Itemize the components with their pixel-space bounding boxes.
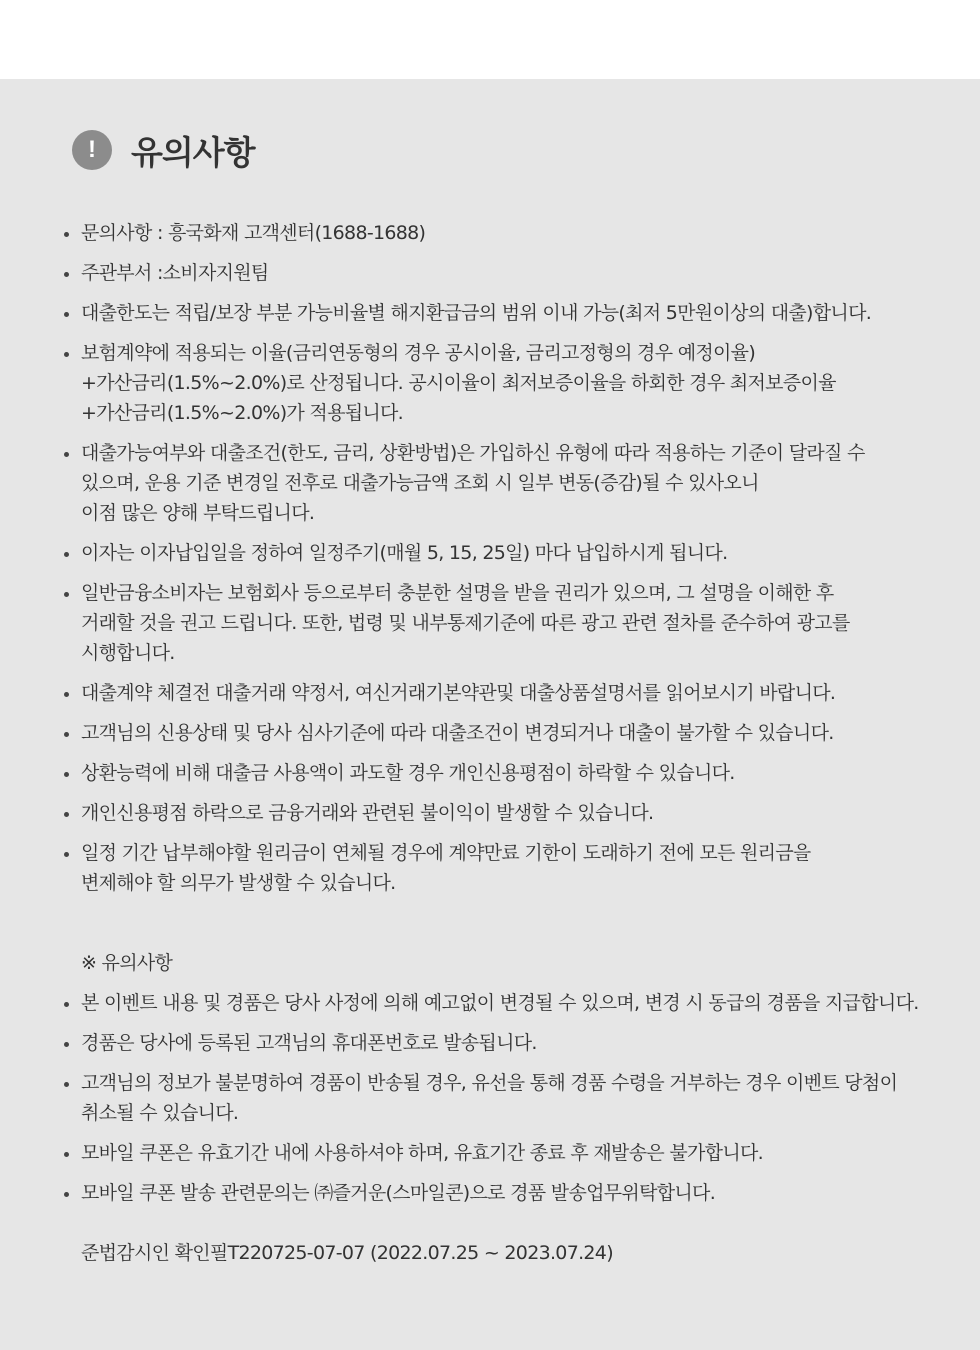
notice-item-credit-drop: 개인신용평점 하락으로 금융거래와 관련된 불이익이 발생할 수 있습니다. [0,798,961,828]
event-item-delivery: 경품은 당사에 등록된 고객님의 휴대폰번호로 발송됩니다. [0,1028,961,1058]
event-notice-title: ※ 유의사항 [81,952,173,974]
notice-item-loan-conditions: 대출가능여부와 대출조건(한도, 금리, 상환방법)은 가입하신 유형에 따라 적용하는 기준이 달라질 수 있으며, 운용 기준 변경일 전후로 대출가능금액 조회 시 일부 변동(증감)될 수 있사오니 이점 많은 양해 부탁드립니다. [0,438,961,528]
notice-title: 유의사항 [131,132,255,172]
notice-item-department: 주관부서 :소비자지원팀 [0,258,961,288]
notice-item-inquiry: 문의사항 : 흥국화재 고객센터(1688-1688) [0,218,961,248]
notice-item-read-documents: 대출계약 체결전 대출거래 약정서, 여신거래기본약관및 대출상품설명서를 읽어보시기 바랍니다. [0,678,961,708]
notice-item-consumer-rights: 일반금융소비자는 보험회사 등으로부터 충분한 설명을 받을 권리가 있으며, 그 설명을 이해한 후 거래할 것을 권고 드립니다. 또한, 법령 및 내부통제기준에 따른 광고 관련 절차를 준수하여 광고를 시행합니다. [0,578,961,668]
notice-item-overdue: 일정 기간 납부해야할 원리금이 연체될 경우에 계약만료 기한이 도래하기 전에 모든 원리금을 변제해야 할 의무가 발생할 수 있습니다. [0,838,961,898]
exclamation-icon: ! [72,130,112,170]
notice-list [0,218,961,908]
event-notice-list [0,988,961,1218]
notice-item-interest-payment: 이자는 이자납입일을 정하여 일정주기(매월 5, 15, 25일) 마다 납입하시게 됩니다. [0,538,961,568]
event-item-change: 본 이벤트 내용 및 경품은 당사 사정에 의해 예고없이 변경될 수 있으며, 변경 시 동급의 경품을 지급합니다. [0,988,961,1018]
event-item-coupon-inquiry: 모바일 쿠폰 발송 관련문의는 ㈜즐거운(스마일콘)으로 경품 발송업무위탁합니다. [0,1178,961,1208]
notice-heading [72,128,255,172]
notice-item-repayment-ability: 상환능력에 비해 대출금 사용액이 과도할 경우 개인신용평점이 하락할 수 있습니다. [0,758,961,788]
compliance-approval-text: 준법감시인 확인필T220725-07-07 (2022.07.25 ~ 2023.07.24) [81,1242,613,1264]
notice-item-credit-status: 고객님의 신용상태 및 당사 심사기준에 따라 대출조건이 변경되거나 대출이 불가할 수 있습니다. [0,718,961,748]
event-item-cancellation: 고객님의 정보가 불분명하여 경품이 반송될 경우, 유선을 통해 경품 수령을 거부하는 경우 이벤트 당첨이 취소될 수 있습니다. [0,1068,961,1128]
notice-item-interest-rate: 보험계약에 적용되는 이율(금리연동형의 경우 공시이율, 금리고정형의 경우 예정이율) +가산금리(1.5%~2.0%)로 산정됩니다. 공시이율이 최저보증이율을 하회한 경우 최저보증이율 +가산금리(1.5%~2.0%)가 적용됩니다. [0,338,961,428]
event-item-coupon-validity: 모바일 쿠폰은 유효기간 내에 사용하셔야 하며, 유효기간 종료 후 재발송은 불가합니다. [0,1138,961,1168]
notice-item-loan-limit: 대출한도는 적립/보장 부분 가능비율별 해지환급금의 범위 이내 가능(최저 5만원이상의 대출)합니다. [0,298,961,328]
